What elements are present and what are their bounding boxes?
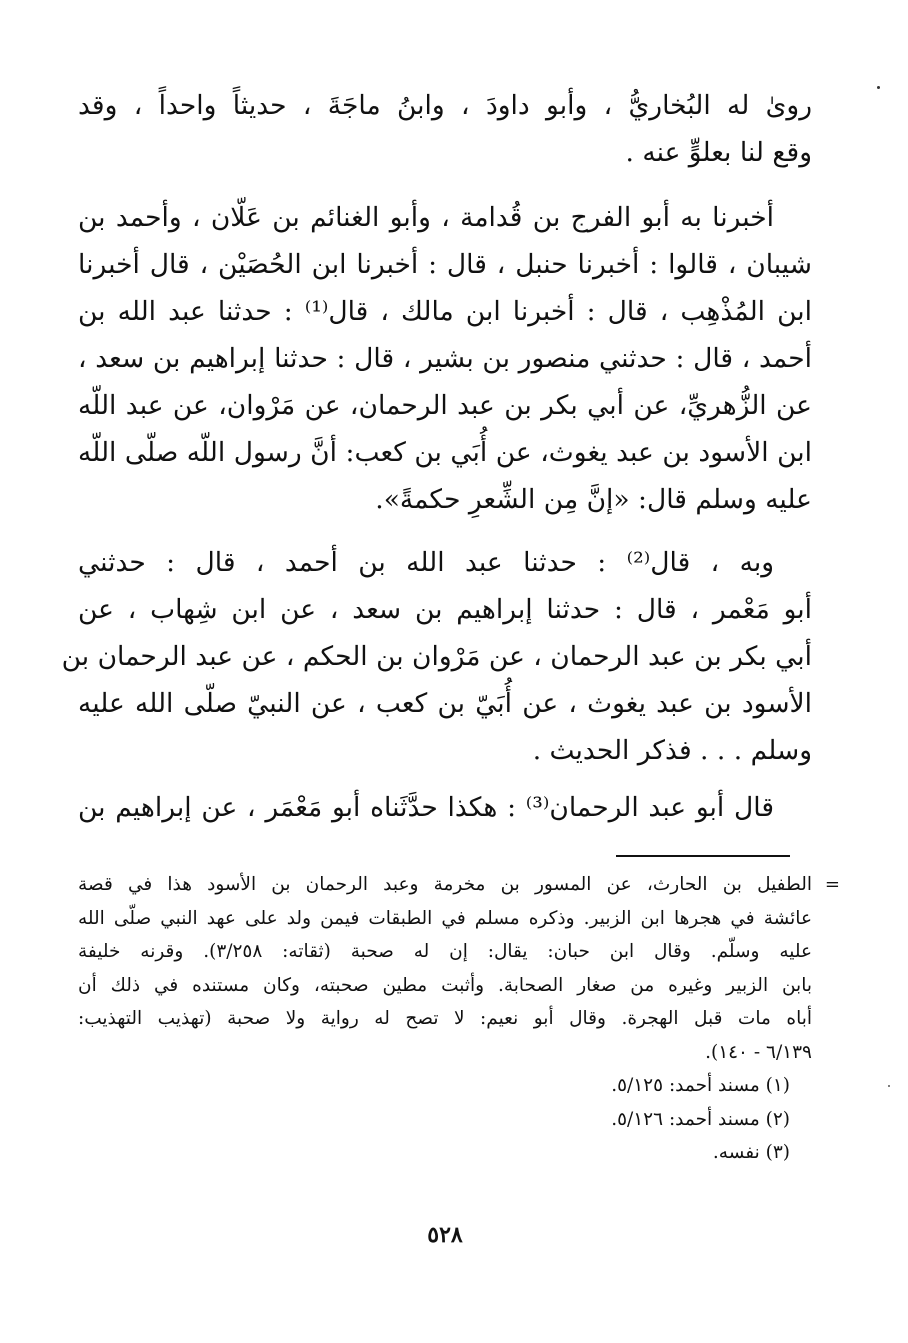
text-line: الأسود بن عبد يغوث ، عن أُبَيّ بن كعب ، عن النبيّ صلّى الله عليه <box>78 688 812 719</box>
book-page <box>61 82 840 1312</box>
text-line: قال أبو عبد الرحمان⁽³⁾ : هكذا حدَّثَناه أبو مَعْمَر ، عن إبراهيم بن <box>78 792 774 823</box>
text-line: وبه ، قال⁽²⁾ : حدثنا عبد الله بن أحمد ، قال : حدثني <box>78 547 774 578</box>
footnote-line: أباه مات قبل الهجرة. وقال أبو نعيم: لا تصح له رواية ولا صحبة (تهذيب التهذيب: <box>78 1008 812 1029</box>
text-line: عليه وسلم قال: «إنَّ مِن الشِّعرِ حكمةً». <box>375 484 812 515</box>
footnote-line: عائشة في هجرها ابن الزبير. وذكره مسلم في الطبقات فيمن ولد على عهد النبي صلّى الله <box>78 907 812 929</box>
text-line: وقع لنا بعلوٍّ عنه . <box>625 137 812 168</box>
paragraph <box>61 539 812 774</box>
footnote-line: ٦/١٣٩ - ١٤٠). <box>705 1041 812 1063</box>
text-line: وسلم . . . فذكر الحديث . <box>532 735 812 766</box>
scan-speck <box>888 1085 890 1087</box>
text-line: ابن المُذْهِب ، قال : أخبرنا ابن مالك ، قال⁽¹⁾ : حدثنا عبد الله بن <box>78 296 812 327</box>
footnote-3: (٣) نفسه. <box>712 1142 790 1163</box>
footnotes <box>78 868 840 1170</box>
text-line: أخبرنا به أبو الفرج بن قُدامة ، وأبو الغنائم بن عَلّان ، وأحمد بن <box>78 202 774 233</box>
footnote-separator <box>616 855 790 857</box>
scan-speck <box>877 86 880 89</box>
paragraph <box>78 194 812 523</box>
text-line: أحمد ، قال : حدثني منصور بن بشير ، قال : حدثنا إبراهيم بن سعد ، <box>78 343 812 374</box>
text-line: رویٰ له البُخاريُّ ، وأبو داودَ ، وابنُ ماجَةَ ، حديثاً واحداً ، وقد <box>78 90 812 121</box>
continuation-mark: = <box>824 874 840 895</box>
text-line: أبي بكر بن عبد الرحمان ، عن مَرْوان بن الحكم ، عن عبد الرحمان بن <box>61 641 812 672</box>
footnote-1: (١) مسند أحمد: ٥/١٢٥. <box>611 1075 790 1096</box>
page-number: ٥٢٨ <box>427 1222 463 1248</box>
text-line: ابن الأسود بن عبد يغوث، عن أُبَي بن كعب: أنَّ رسول اللّه صلّى اللّه <box>78 437 812 468</box>
footnote-line: الطفيل بن الحارث، عن المسور بن مخرمة وعبد الرحمان بن الأسود هذا في قصة <box>78 874 812 895</box>
text-line: أبو مَعْمر ، قال : حدثنا إبراهيم بن سعد ، عن ابن شِهاب ، عن <box>78 594 812 625</box>
footnote-line: عليه وسلّم. وقال ابن حبان: يقال: إن له صحبة (ثقاته: ٣/٢٥٨). وقرنه خليفة <box>78 941 812 962</box>
paragraph <box>78 82 812 176</box>
text-line: عن الزُّهريِّ، عن أبي بكر بن عبد الرحمان، عن مَرْوان، عن عبد اللّه <box>78 390 812 421</box>
main-text <box>61 82 812 831</box>
text-line: شيبان ، قالوا : أخبرنا حنبل ، قال : أخبرنا ابن الحُصَيْن ، قال أخبرنا <box>78 249 812 280</box>
footnote-line: بابن الزبير وغيره من صغار الصحابة. وأثبت مطين صحبته، وكان مستنده في ذلك أن <box>78 974 812 996</box>
footnote-2: (٢) مسند أحمد: ٥/١٢٦. <box>611 1108 790 1130</box>
paragraph <box>78 784 812 831</box>
